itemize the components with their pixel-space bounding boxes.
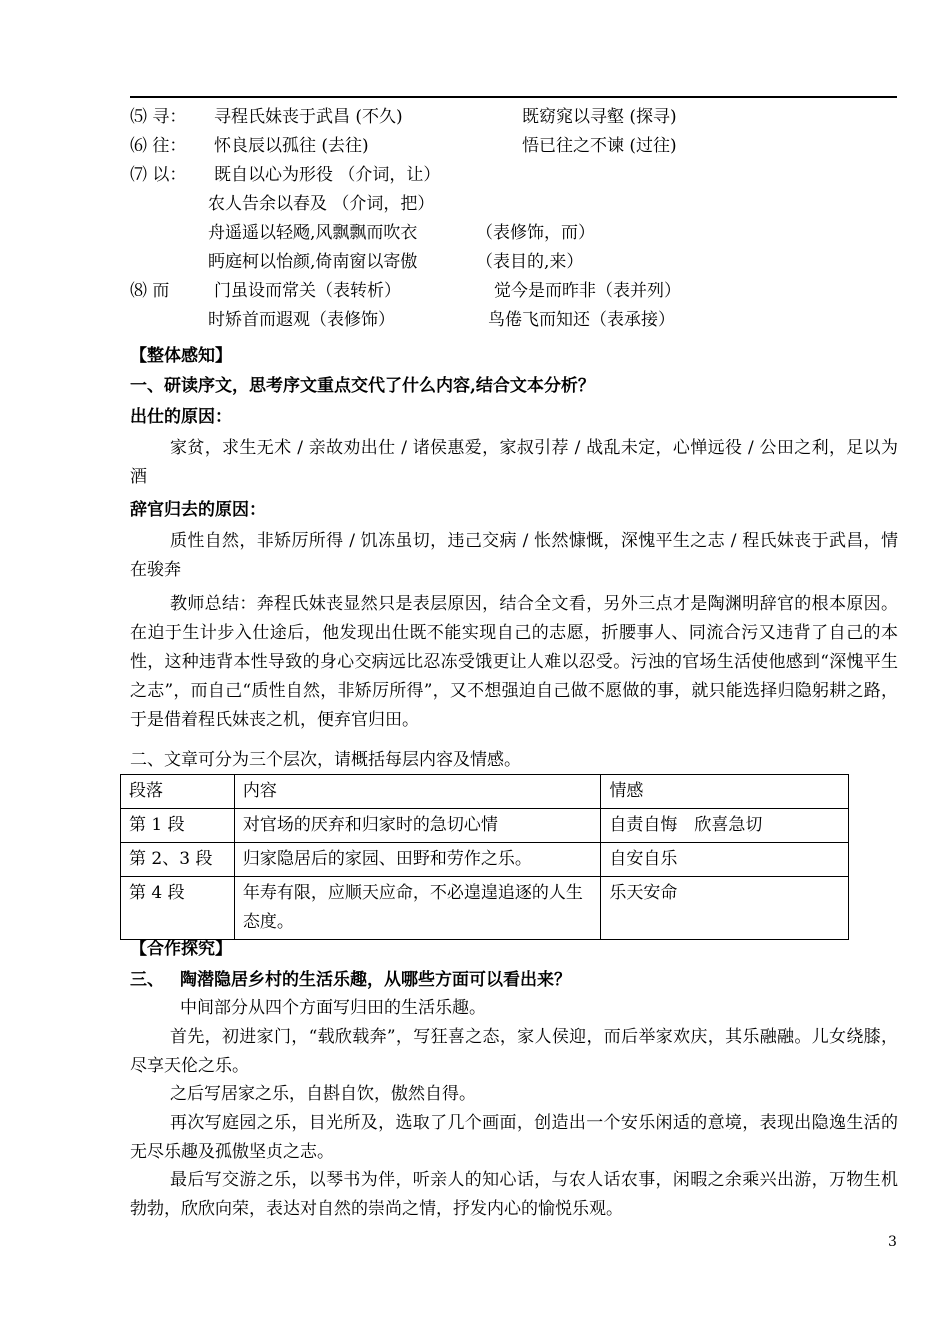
note-example-left: 门虽设而常关（表转析） <box>214 281 401 301</box>
note-example-left: 舟遥遥以轻飏,风飘飘而吹衣 <box>208 223 418 243</box>
table-header-cell: 内容 <box>234 775 600 809</box>
table-header-cell: 情感 <box>601 775 849 809</box>
note-example-left: 怀良辰以孤往 (去往) <box>214 136 369 156</box>
note-example-right: 悟已往之不谏 (过往) <box>522 136 677 156</box>
header-rule <box>130 96 897 98</box>
question-3-number: 三、 <box>130 970 164 990</box>
table-cell: 第 1 段 <box>121 809 235 843</box>
summary-table <box>120 774 849 940</box>
table-cell: 对官场的厌弃和归家时的急切心情 <box>234 809 600 843</box>
reason-text-serve: 家贫，求生无术 / 亲故劝出仕 / 诸侯惠爱，家叔引荐 / 战乱未定，心惮远役 / 公田之利，足以为酒 <box>130 438 898 487</box>
note-example-left: 寻程氏妹丧于武昌 (不久) <box>214 107 403 127</box>
table-header-row <box>121 775 849 809</box>
table-cell: 自安自乐 <box>601 843 849 877</box>
table-cell: 第 4 段 <box>121 877 235 940</box>
reason-text-resign: 质性自然，非矫厉所得 / 饥冻虽切，违己交病 / 怅然慷慨，深愧平生之志 / 程氏妹丧于武昌，情在骏奔 <box>130 531 898 580</box>
question-2: 二、文章可分为三个层次，请概括每层内容及情感。 <box>130 750 521 770</box>
table-cell: 乐天安命 <box>601 877 849 940</box>
section-heading-overall: 【整体感知】 <box>130 346 232 366</box>
note-example-left: 时矫首而遐观（表修饰） <box>208 310 395 330</box>
note-example-right: 觉今是而昨非（表并列） <box>494 281 681 301</box>
table-row <box>121 843 849 877</box>
note-example-right: 既窈窕以寻壑 (探寻) <box>522 107 677 127</box>
table-cell: 归家隐居后的家园、田野和劳作之乐。 <box>234 843 600 877</box>
note-example-right: （表目的,来） <box>476 252 584 272</box>
table-header-cell: 段落 <box>121 775 235 809</box>
note-example-left: 眄庭柯以怡颜,倚南窗以寄傲 <box>208 252 418 272</box>
note-example-right: （表修饰，而） <box>476 223 595 243</box>
table-cell: 年寿有限，应顺天应命，不必遑遑追逐的人生态度。 <box>234 877 600 940</box>
note-label: ⑹ 往： <box>130 136 187 156</box>
reason-title-resign: 辞官归去的原因： <box>130 500 266 520</box>
table-cell: 第 2、3 段 <box>121 843 235 877</box>
explore-paragraph-1: 首先，初进家门，“载欣载奔”，写狂喜之态，家人侯迎，而后举家欢庆，其乐融融。儿女绕膝，尽享天伦之乐。 <box>130 1027 898 1076</box>
question-3-text: 陶潜隐居乡村的生活乐趣，从哪些方面可以看出来？ <box>180 970 571 990</box>
explore-paragraph-3: 再次写庭园之乐，目光所及，选取了几个画面，创造出一个安乐闲适的意境，表现出隐逸生活的无尽乐趣及孤傲坚贞之志。 <box>130 1113 898 1162</box>
teacher-summary: 教师总结：奔程氏妹丧显然只是表层原因，结合全文看，另外三点才是陶渊明辞官的根本原因。在迫于生计步入仕途后，他发现出仕既不能实现自己的志愿，折腰事人、同流合污又违背了自己的本性，这种违背本性导致的身心交病远比忍冻受饿更让人难以忍受。污浊的官场生活使他感到“深愧平生之志”，而自己“质性自然，非矫厉所得”，又不想强迫自己做不愿做的事，就只能选择归隐躬耕之路，于是借着程氏妹丧之机，便弃官归田。 <box>130 594 898 730</box>
question-1: 一、研读序文，思考序文重点交代了什么内容,结合文本分析？ <box>130 376 595 396</box>
note-example-left: 农人告余以春及 （介词，把） <box>208 194 435 214</box>
reason-title-serve: 出仕的原因： <box>130 407 232 427</box>
section-heading-explore: 【合作探究】 <box>130 939 232 959</box>
note-label: ⑻ 而 <box>130 281 170 301</box>
note-label: ⑺ 以： <box>130 165 187 185</box>
table-row <box>121 809 849 843</box>
page-number: 3 <box>888 1234 897 1250</box>
table-cell: 自责自悔 欣喜急切 <box>601 809 849 843</box>
note-label: ⑸ 寻： <box>130 107 187 127</box>
note-example-left: 既自以心为形役 （介词，让） <box>214 165 441 185</box>
explore-paragraph-4: 最后写交游之乐，以琴书为伴，听亲人的知心话，与农人话农事，闲暇之余乘兴出游，万物生机勃勃，欣欣向荣，表达对自然的崇尚之情，抒发内心的愉悦乐观。 <box>130 1170 898 1219</box>
explore-intro: 中间部分从四个方面写归田的生活乐趣。 <box>180 998 486 1018</box>
table-row <box>121 877 849 940</box>
explore-paragraph-2: 之后写居家之乐，自斟自饮，傲然自得。 <box>170 1084 476 1104</box>
note-example-right: 鸟倦飞而知还（表承接） <box>488 310 675 330</box>
